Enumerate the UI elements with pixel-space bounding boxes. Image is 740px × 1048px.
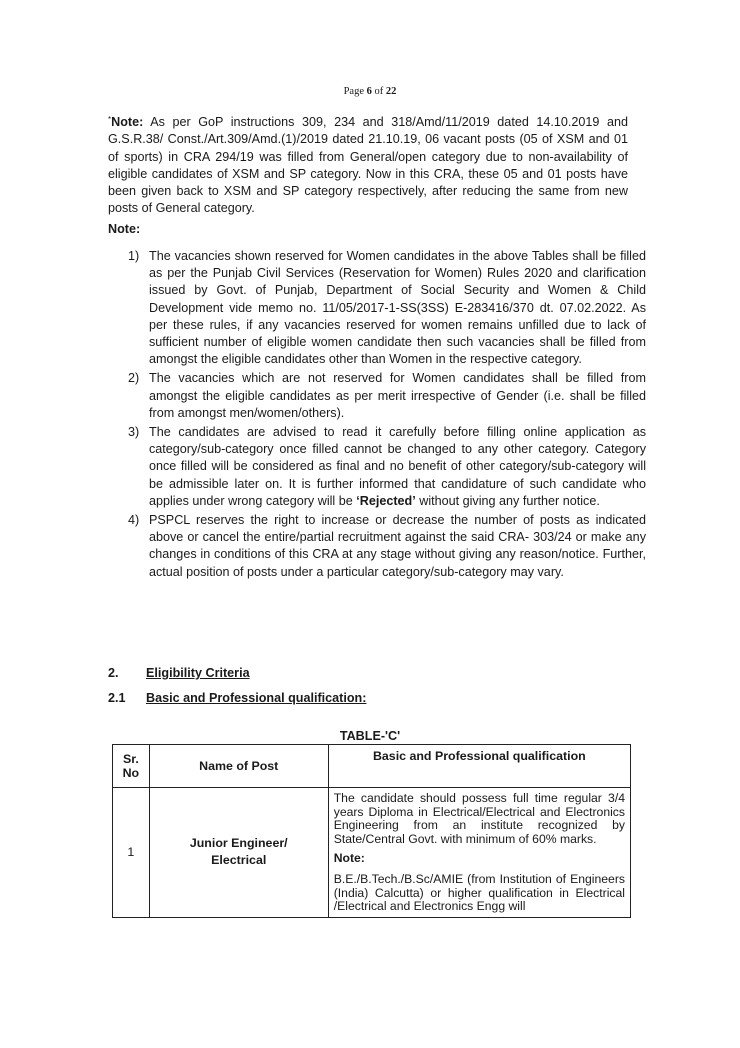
section-number: 2.: [108, 666, 119, 680]
cell-qualification: [328, 788, 630, 918]
gop-note-text: As per GoP instructions 309, 234 and 318/Amd/11/2019 dated 14.10.2019 and G.S.R.38/ Const./Art.309/Amd.(1)/2019 dated 21.10.19, 06 vacant posts (05 of XSM and 01 of sports) in CRA 294/19 was filled from General/open category due to non-availability of eligible candidates of XSM and SP category. Now in this CRA, these 05 and 01 posts have been given back to XSM and SP category respectively, after reducing the same from new posts of General category.: [108, 115, 628, 216]
post-name-line: Junior Engineer/: [189, 836, 288, 851]
header-sr-no: Sr. No: [113, 745, 150, 788]
list-item: [128, 370, 646, 422]
table-caption: TABLE-'C': [339, 729, 401, 743]
rejected-emphasis: ‘Rejected’: [356, 493, 416, 508]
list-item-number: 3): [128, 425, 140, 440]
list-item: [128, 248, 646, 368]
qualification-note-label: Note:: [333, 851, 365, 866]
list-item-text-end: without giving any further notice.: [415, 493, 600, 508]
qualification-text: The candidate should possess full time regular 3/4 years Diploma in Electrical/Electrical and Electronics Engineering from an institute recognized by State/Central Govt. with minimum of 60% marks.: [333, 791, 625, 846]
post-name-line: Electrical: [211, 853, 267, 868]
notes-list: [128, 248, 646, 583]
header-qualification: Basic and Professional qualification: [328, 745, 630, 788]
gop-note-label: Note:: [111, 115, 144, 129]
page-number: Page 6 of 22: [343, 86, 397, 97]
section-number: 2.1: [108, 691, 126, 705]
list-item: [128, 512, 646, 581]
table-header-row: [113, 745, 631, 788]
asterisk-mark: *: [108, 115, 112, 124]
list-item: [128, 424, 646, 510]
list-item-number: 1): [128, 249, 140, 263]
note-heading: Note:: [108, 222, 141, 236]
gop-instructions-note: [108, 114, 628, 218]
list-item-number: 2): [128, 371, 140, 386]
list-item-text: The vacancies which are not reserved for Women candidates shall be filled from amongst the eligible candidates as per merit irrespective of Gender (i.e. shall be filled from amongst men/women/others).: [149, 371, 646, 420]
cell-post-name: [149, 788, 328, 918]
list-item-text: The candidates are advised to read it carefully before filling online application as category/sub-category once filled cannot be changed to any other category. Category once filled will be considered as final and no benefit of other category/sub-category will be admissible later on. It is further informed that candidature of such candidate who applies under wrong category will be: [149, 425, 646, 508]
section-title: Eligibility Criteria: [146, 666, 250, 680]
qualification-note-text: B.E./B.Tech./B.Sc/AMIE (from Institution of Engineers (India) Calcutta) or higher qualification in Electrical /Electrical and Electronics Engg will: [333, 871, 625, 914]
cell-sr-no: 1: [113, 788, 150, 918]
list-item-text: PSPCL reserves the right to increase or decrease the number of posts as indicated above or cancel the entire/partial recruitment against the said CRA- 303/24 or make any changes in conditions of this CRA at any stage without giving any reason/notice. Further, actual position of posts under a particular category/sub-category may vary.: [149, 513, 646, 579]
section-title: Basic and Professional qualification:: [146, 691, 367, 705]
section-basic-qualification: [108, 691, 366, 705]
section-eligibility-criteria: [108, 666, 250, 680]
qualification-table: [112, 744, 631, 918]
table-row: [113, 788, 631, 918]
header-name-of-post: Name of Post: [149, 745, 328, 788]
list-item-number: 4): [128, 513, 140, 528]
list-item-text: The vacancies shown reserved for Women candidates in the above Tables shall be filled as per the Punjab Civil Services (Reservation for Women) Rules 2020 and clarification issued by Govt. of Punjab, Department of Social Security and Women & Child Development vide memo no. 11/05/2017-1-SS(3SS) E-283416/370 dt. 07.02.2022. As per these rules, if any vacancies reserved for women remains unfilled due to lack of sufficient number of eligible women candidate then such vacancies shall be filled from amongst the eligible candidates other than Women in the respective category.: [149, 249, 646, 367]
